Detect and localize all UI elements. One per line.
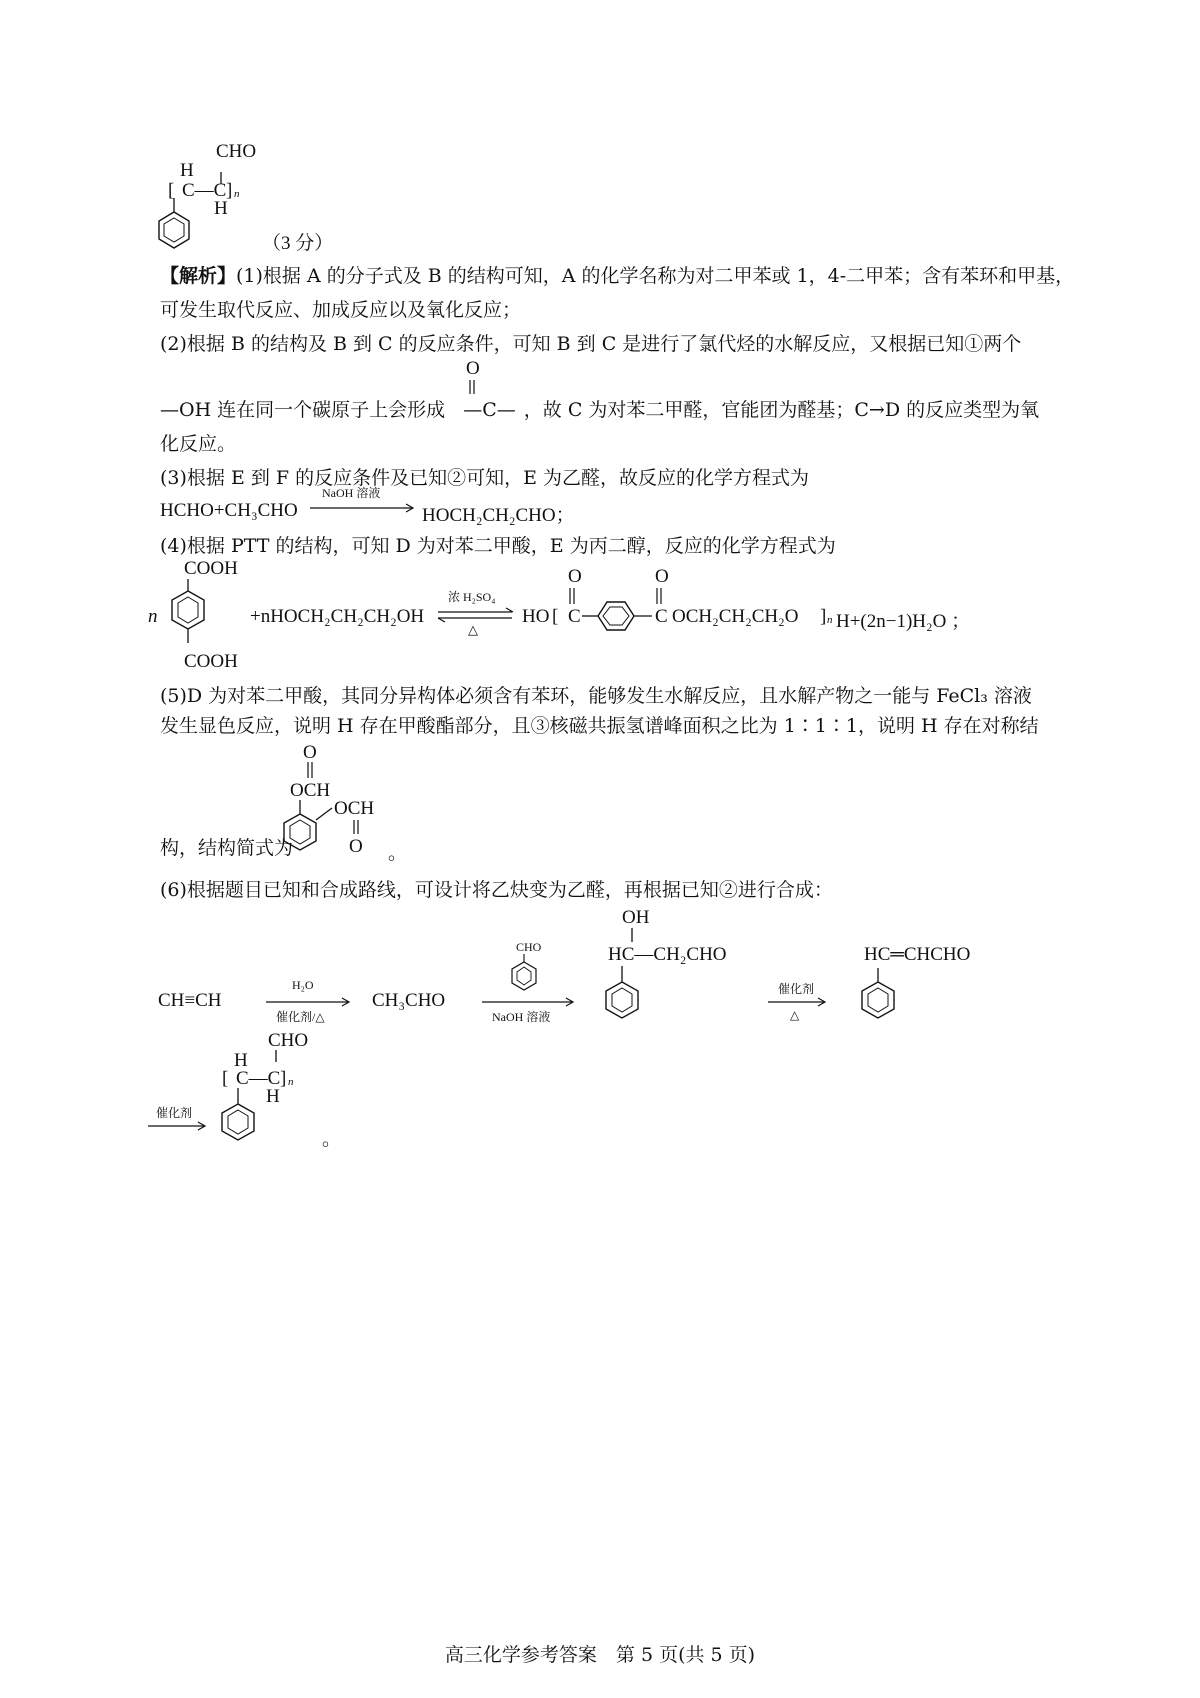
analysis-tag: 【解析】	[160, 265, 237, 287]
analysis-p2-line1: (2)根据 B 的结构及 B 到 C 的反应条件，可知 B 到 C 是进行了氯代烃的水解反应，又根据已知①两个	[160, 333, 1022, 355]
synthesis-arrow-3	[768, 996, 832, 1010]
analysis-p3-line1: (3)根据 E 到 F 的反应条件及已知②可知，E 为乙醛，故反应的化学方程式为	[160, 467, 810, 489]
cond1-bottom: 催化剂/△	[276, 1010, 325, 1024]
cond3-bottom: △	[790, 1008, 800, 1022]
prod2-chain: HC—CH₂CHO	[608, 944, 727, 965]
ester-o1: O	[303, 742, 317, 763]
product-c1: C	[568, 606, 581, 627]
product-bracket-right: ]	[820, 606, 827, 627]
eq4-equilibrium-arrow	[438, 608, 518, 622]
cond3-top: 催化剂	[778, 982, 815, 996]
product-o1: O	[568, 566, 582, 587]
propanediol-reagent: +nHOCH₂CH₂CH₂OH	[250, 606, 425, 627]
eq3-left: HCHO+CH₃CHO	[160, 500, 298, 521]
cond2-bottom: NaOH 溶液	[492, 1010, 551, 1024]
poly-cho: CHO	[268, 1030, 309, 1051]
h-top-label: H	[180, 160, 194, 181]
prod3-ring	[856, 964, 916, 1034]
p6-end: 。	[322, 1129, 342, 1150]
p5-end: 。	[388, 843, 408, 864]
product-bracket-left: [	[552, 606, 559, 627]
analysis-p2-line2: —OH 连在同一个碳原子上会形成 —C— ，故 C 为对苯二甲醛，官能团为醛基；C→D 的反应类型为氧	[160, 399, 1040, 421]
n-subscript: n	[234, 188, 240, 200]
analysis-p6-line1: (6)根据题目已知和合成路线，可设计将乙炔变为乙醛，再根据已知②进行合成：	[160, 879, 833, 901]
h-bottom-label: H	[214, 198, 228, 219]
page-footer: 高三化学参考答案 第 5 页(共 5 页)	[444, 1644, 756, 1666]
cond4-top: 催化剂	[156, 1106, 193, 1120]
eq3-condition: NaOH 溶液	[322, 486, 381, 500]
analysis-p4-line1: (4)根据 PTT 的结构，可知 D 为对苯二甲酸，E 为丙二醇，反应的化学方程式为	[160, 535, 836, 557]
ester-och1: OCH	[290, 780, 331, 801]
analysis-p2-line3: 化反应。	[160, 433, 237, 455]
poly-h-top: H	[234, 1050, 248, 1071]
product-o2: O	[655, 566, 669, 587]
score-label: （3 分）	[262, 233, 334, 254]
eq4-condition-top: 浓 H₂SO₄	[448, 590, 496, 604]
synthesis-arrow-4	[148, 1120, 212, 1134]
prod2-structure	[600, 926, 670, 1026]
product-end: H+(2n−1)H₂O ；	[836, 611, 971, 632]
acetylene: CH≡CH	[158, 990, 222, 1011]
benzaldehyde-ring	[506, 954, 546, 1000]
poly-n: n	[288, 1076, 294, 1088]
poly-chain: C—C	[236, 1068, 281, 1089]
carbonyl-o: O	[466, 358, 480, 379]
cond1-top: H₂O	[292, 978, 314, 992]
eq3-arrow	[310, 500, 420, 514]
cho-label: CHO	[216, 141, 257, 162]
terephthalic-acid-ring	[160, 575, 220, 655]
product-c2: C	[655, 606, 668, 627]
analysis-p1-line2: 可发生取代反应、加成反应以及氧化反应；	[160, 299, 522, 321]
poly-benzene-ring	[210, 1048, 330, 1158]
poly-bracket-right: ]	[280, 1068, 287, 1089]
carbonyl-group: —C—	[463, 399, 516, 421]
prod3-chain: HC═CHCHO	[864, 944, 971, 965]
cooh-top: COOH	[184, 558, 238, 579]
analysis-p5-line1: (5)D 为对苯二甲酸，其同分异构体必须含有苯环，能够发生水解反应，且水解产物之一能与 FeCl₃ 溶液	[160, 685, 1032, 707]
acetaldehyde: CH₃CHO	[372, 990, 446, 1011]
top-benzene-ring	[150, 160, 270, 270]
coefficient-n: n	[148, 606, 158, 627]
poly-bracket-left: [	[222, 1068, 229, 1089]
product-n: n	[827, 614, 833, 626]
chain-label: C—C	[182, 180, 227, 201]
bracket-left: [	[168, 180, 175, 201]
product-ho: HO	[522, 606, 550, 627]
ester-o2: O	[349, 836, 363, 857]
poly-h-bottom: H	[266, 1086, 280, 1107]
benzaldehyde-cho: CHO	[516, 940, 542, 954]
analysis-p1-line1: 【解析】(1)根据 A 的分子式及 B 的结构可知，A 的化学名称为对二甲苯或 1，4-二甲苯；含有苯环和甲基，	[160, 265, 1075, 287]
product-tail: OCH₂CH₂CH₂O	[672, 606, 799, 627]
ester-och2: OCH	[334, 798, 375, 819]
analysis-p5-line3: 构，结构简式为	[160, 837, 294, 859]
cooh-bottom: COOH	[184, 651, 238, 672]
eq4-condition-bottom: △	[468, 622, 478, 637]
bracket-right: ]	[226, 180, 233, 201]
analysis-p5-line2: 发生显色反应，说明 H 存在甲酸酯部分，且③核磁共振氢谱峰面积之比为 1∶1∶1，说明 H 存在对称结	[160, 715, 1039, 737]
prod2-oh: OH	[622, 907, 650, 928]
eq3-right: HOCH₂CH₂CHO；	[422, 505, 575, 526]
